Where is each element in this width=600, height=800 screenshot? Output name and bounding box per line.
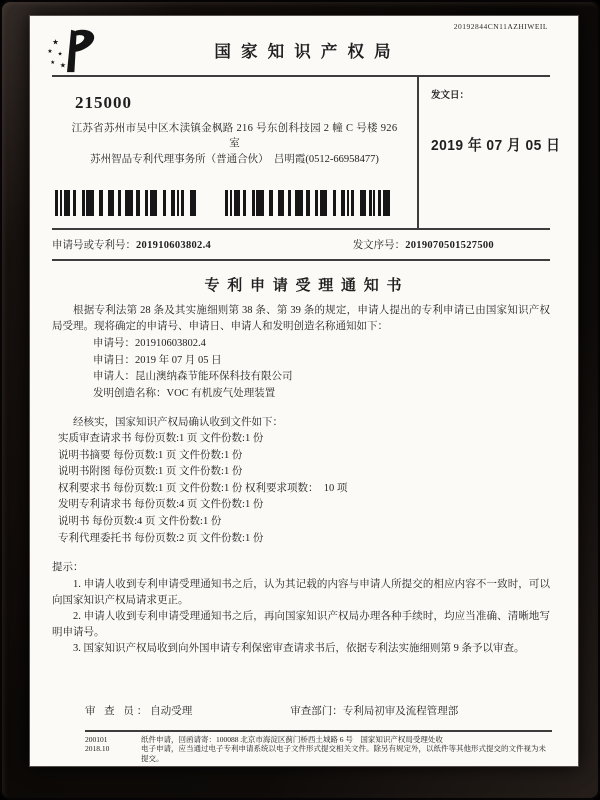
- recipient-address-line2: 室: [229, 138, 240, 149]
- dispatch-date-label: 发文日：: [431, 91, 470, 101]
- department-label: 审查部门：: [290, 706, 343, 717]
- file-item: 实质审查请求书 每份页数:1 页 文件份数:1 份: [58, 433, 264, 444]
- dispatch-date-value: 2019 年 07 月 05 日: [431, 137, 561, 154]
- review-row: [85, 703, 550, 718]
- footer-code-1: 200101: [85, 734, 108, 744]
- footer-line-paper: 纸件申请，回函请寄：100088 北京市海淀区蓟门桥西土城路 6 号 国家知识产权局受理处收: [141, 734, 443, 744]
- hint-item: 2. 申请人收到专利申请受理通知书之后，再向国家知识产权局办理各种手续时，均应当准确、清晰地写明申请号。: [52, 611, 550, 639]
- hints-section: [52, 560, 550, 657]
- serial-number-value: 2019070501527500: [405, 240, 494, 251]
- document-header: [30, 16, 578, 75]
- agency-title: 国 家 知 识 产 权 局: [214, 42, 394, 61]
- svg-text:★: ★: [57, 51, 63, 58]
- postal-code: 215000: [75, 93, 132, 112]
- svg-text:★: ★: [59, 62, 66, 70]
- file-item: 说明书附图 每份页数:1 页 文件份数:1 份: [58, 466, 243, 478]
- detail-invention-title: 发明创造名称：VOC 有机废气处理装置: [93, 387, 276, 399]
- dispatch-date-box: [417, 77, 561, 228]
- file-item: 说明书 每份页数:4 页 文件份数:1 份: [58, 515, 222, 527]
- received-files-list: [58, 431, 550, 547]
- numbers-row: [52, 230, 550, 261]
- document-code: 20192844CN11AZHIWEIL: [453, 22, 548, 31]
- footer-line-electronic: 电子申请，应当通过电子专利申请系统以电子文件形式提交相关文件。除另有规定外，以纸件等其他形式提交的文件视为未提交。: [141, 744, 546, 763]
- document-page: [30, 16, 578, 766]
- serial-number-label: 发文序号：: [352, 240, 406, 251]
- notice-intro-paragraph: 根据专利法第 28 条及其实施细则第 38 条、第 39 条的规定，申请人提出的专利申请已由国家知识产权局受理。现将确定的申请号、申请日、申请人和发明创造名称通知如下：: [52, 305, 550, 332]
- file-item: 说明书摘要 每份页数:1 页 文件份数:1 份: [58, 449, 243, 461]
- hints-label: 提示：: [52, 562, 84, 574]
- notice-title: 专 利 申 请 受 理 通 知 书: [204, 278, 404, 294]
- serial-number: [353, 237, 494, 252]
- agent-line: 苏州智品专利代理事务所（普通合伙） 吕明霞(0512-66958477): [90, 154, 379, 165]
- footer-notes: [85, 730, 552, 764]
- review-department: [290, 703, 458, 718]
- department-value: 专利局初审及流程管理部: [342, 706, 459, 717]
- barcode-application-number: [55, 190, 198, 216]
- file-item: 权利要求书 每份页数:1 页 文件份数:1 份 权利要求项数： 10 项: [58, 482, 348, 494]
- svg-text:★: ★: [52, 37, 59, 47]
- barcode-row: [55, 190, 395, 216]
- recipient-address-line1: 江苏省苏州市吴中区木渎镇金枫路 216 号东创科技园 2 幢 C 号楼 926: [71, 123, 398, 134]
- application-number: [52, 237, 211, 252]
- application-number-label: 申请号或专利号：: [52, 240, 136, 251]
- detail-application-number: 申请号：201910603802.4: [93, 338, 206, 349]
- hint-item: 1. 申请人收到专利申请受理通知书之后，认为其记载的内容与申请人所提交的相应内容不一致时，可以向国家知识产权局请求更正。: [52, 579, 550, 607]
- barcode-serial-number: [225, 190, 395, 216]
- svg-text:★: ★: [50, 59, 56, 66]
- confirm-intro: 经核实，国家知识产权局确认收到文件如下：: [73, 417, 283, 428]
- recipient-block: [52, 77, 417, 228]
- examiner-label: 审 查 员：: [85, 706, 151, 717]
- file-item: 专利代理委托书 每份页数:2 页 文件份数:1 份: [58, 532, 264, 544]
- examiner-value: 自动受理: [150, 706, 193, 717]
- svg-text:★: ★: [47, 48, 53, 55]
- examiner: [85, 703, 192, 718]
- detail-applicant: 申请人：昆山澳纳森节能环保科技有限公司: [93, 371, 293, 382]
- hint-item: 3. 国家知识产权局收到向外国申请专利保密审查请求书后，依据专利法实施细则第 9 条予以审查。: [73, 643, 525, 655]
- application-number-value: 201910603802.4: [136, 240, 212, 251]
- footer-code-2: 2018.10: [85, 744, 110, 753]
- application-details: [93, 336, 550, 402]
- address-dispatch-section: [52, 75, 561, 230]
- file-item: 发明专利请求书 每份页数:4 页 文件份数:1 份: [58, 499, 264, 511]
- detail-application-date: 申请日：2019 年 07 月 05 日: [93, 354, 222, 366]
